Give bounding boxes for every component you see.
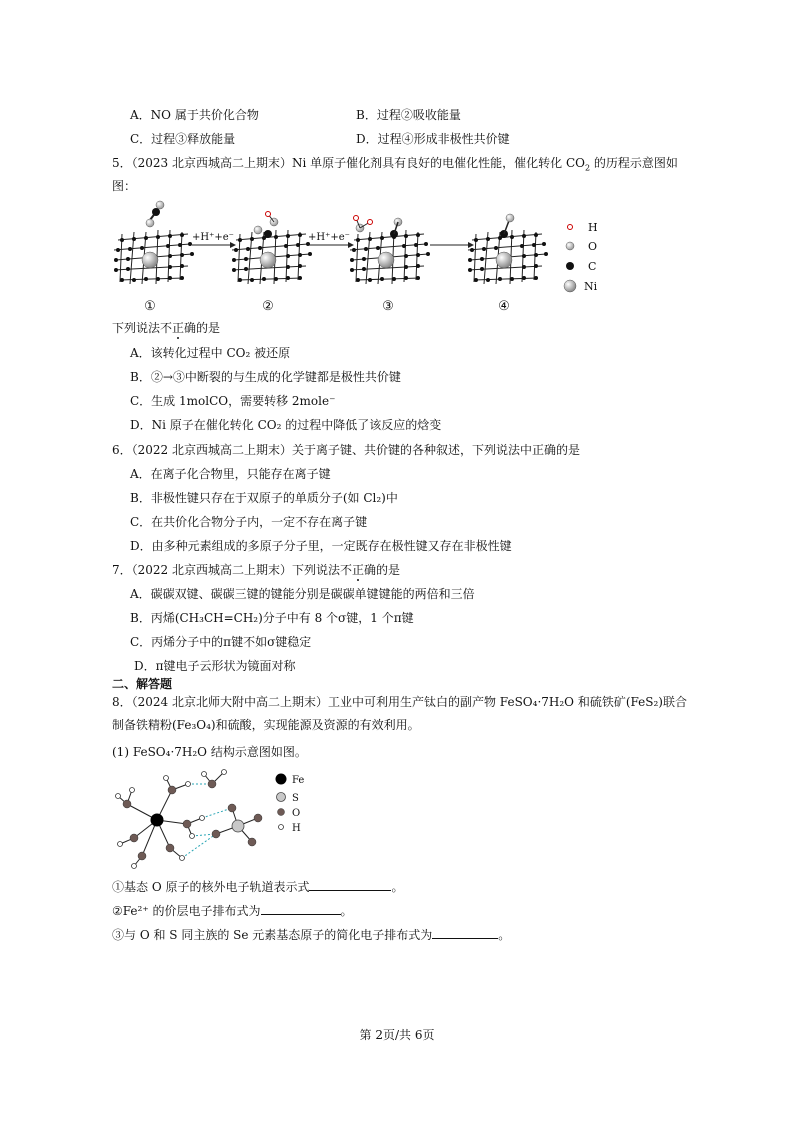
q5-ask-pre: 下列说法	[112, 321, 161, 335]
legend-fe-marker	[276, 774, 287, 785]
q4-option-c: C．过程③释放能量	[130, 132, 236, 146]
arrow-1-label: +H⁺+e⁻	[192, 232, 234, 243]
q6-stem: 6．（2022 北京西城高二上期末）关于离子键、共价键的各种叙述，下列说法中正确的是	[112, 443, 580, 457]
answer-blank-a[interactable]	[309, 878, 391, 891]
figure-legend	[564, 221, 598, 293]
q5-ask-emph: 不正确	[160, 321, 197, 335]
q5-option-d: D．Ni 原子在催化转化 CO₂ 的过程中降低了该反应的焓变	[130, 418, 442, 432]
q7-stem	[112, 562, 400, 578]
q8-part-a-end: 。	[391, 880, 404, 894]
step-label-4: ④	[498, 299, 510, 314]
step-2-surface	[232, 212, 312, 285]
q8-part-c-text: ③与 O 和 S 同主族的 Se 元素基态原子的简化电子排布式为	[112, 928, 433, 942]
step-label-2: ②	[262, 299, 274, 314]
legend-s: S	[292, 793, 299, 804]
answer-blank-b[interactable]	[261, 902, 341, 915]
legend-o-marker	[278, 809, 285, 816]
q8-part-c-end: 。	[498, 928, 511, 942]
section-heading: 二、解答题	[112, 677, 173, 691]
legend-h-marker	[568, 225, 573, 230]
q6-option-c: C．在共价化合物分子内，一定不存在离子键	[130, 515, 368, 529]
legend-o-marker	[566, 242, 574, 250]
q5-option-b: B．②→③中断裂的与生成的化学键都是极性共价键	[130, 370, 401, 384]
q5-stem-text: 5．（2023 北京西城高二上期末）Ni 单原子催化剂具有良好的电催化性能，催化转化 CO	[112, 156, 585, 170]
q5-option-a: A．该转化过程中 CO₂ 被还原	[130, 346, 291, 360]
legend-ni: Ni	[584, 280, 598, 293]
legend-ni-marker	[564, 280, 576, 292]
arrow-3	[430, 242, 474, 248]
legend-h: H	[292, 823, 301, 834]
feso4-structure-figure	[112, 766, 342, 876]
step-label-1: ①	[144, 299, 156, 314]
q6-option-b: B．非极性键只存在于双原子的单质分子(如 Cl₂)中	[130, 491, 398, 505]
legend-s-marker	[277, 793, 286, 802]
feso4-legend	[276, 774, 305, 835]
page-footer: 第 2页/共 6页	[359, 1028, 435, 1042]
q7-stem-pre: 7．（2022 北京西城高二上期末）下列说法	[112, 563, 340, 577]
q7-stem-post: 的是	[376, 563, 401, 577]
legend-c: C	[588, 260, 597, 273]
legend-o: O	[588, 240, 598, 253]
step-3-surface	[350, 216, 430, 285]
answer-blank-c[interactable]	[432, 926, 498, 939]
legend-fe: Fe	[292, 775, 305, 786]
q4-option-d: D．过程④形成非极性共价键	[356, 132, 510, 146]
q8-part-c	[112, 926, 510, 943]
q7-stem-emph: 不正确	[340, 563, 377, 577]
q7-option-a: A．碳碳双键、碳碳三键的键能分别是碳碳单键键能的两倍和三倍	[130, 587, 475, 601]
q5-stem-line2: 图：	[112, 179, 137, 193]
step-1-surface	[114, 201, 194, 284]
q8-part-b-end: 。	[340, 904, 353, 918]
q6-option-d: D．由多种元素组成的多原子分子里，一定既存在极性键又存在非极性键	[130, 539, 512, 553]
q6-option-a: A．在离子化合物里，只能存在离子键	[130, 467, 331, 481]
q8-line2: 制备铁精粉(Fe₃O₄)和硫酸，实现能源及资源的有效利用。	[112, 718, 420, 732]
q5-question	[112, 320, 220, 336]
q4-option-a: A．NO 属于共价化合物	[130, 108, 259, 122]
q7-option-d: D．π键电子云形状为镜面对称	[134, 659, 296, 673]
legend-h-marker	[279, 825, 284, 830]
q8-part-b	[112, 902, 353, 919]
step-4-surface	[468, 214, 548, 284]
q5-stem-sub: 2	[584, 163, 591, 173]
q8-sub1: (1) FeSO₄·7H₂O 结构示意图如图。	[112, 745, 307, 759]
legend-o: O	[292, 808, 301, 819]
arrow-2-label: +H⁺+e⁻	[308, 232, 350, 243]
q7-option-b: B．丙烯(CH₃CH=CH₂)分子中有 8 个σ键，1 个π键	[130, 611, 414, 625]
q5-option-c: C．生成 1molCO，需要转移 2mole⁻	[130, 394, 336, 408]
legend-h: H	[588, 221, 598, 234]
q8-part-a	[112, 878, 403, 895]
q4-option-b: B．过程②吸收能量	[356, 108, 461, 122]
q8-line1: 8．（2024 北京北师大附中高二上期末）工业中可利用生产钛白的副产物 FeSO₄·7H₂O 和硫铁矿(FeS₂)联合	[112, 695, 687, 709]
q8-part-b-text: ②Fe²⁺ 的价层电子排布式为	[112, 904, 261, 918]
q5-stem-line1	[112, 155, 678, 176]
q7-option-c: C．丙烯分子中的π键不如σ键稳定	[130, 635, 312, 649]
legend-c-marker	[566, 262, 574, 270]
q5-ask-post: 的是	[196, 321, 221, 335]
step-label-3: ③	[382, 299, 394, 314]
q8-part-a-text: ①基态 O 原子的核外电子轨道表示式	[112, 880, 310, 894]
q5-stem-end: 的历程示意图如	[590, 156, 678, 170]
catalysis-figure	[112, 200, 612, 320]
